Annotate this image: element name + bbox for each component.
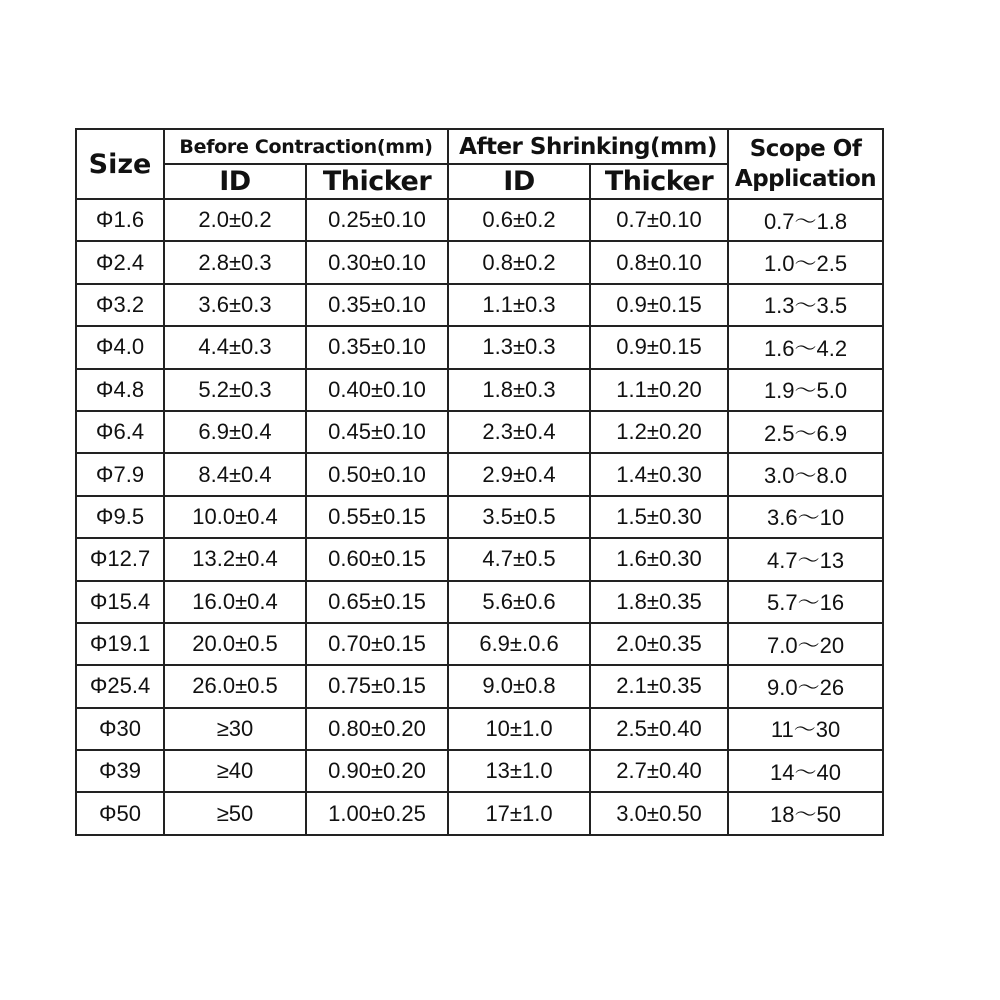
scope-cell: 14～40 <box>728 750 883 792</box>
after-thicker-cell: 0.9±0.15 <box>590 284 728 326</box>
size-cell: Φ19.1 <box>76 623 164 665</box>
after-id-cell: 9.0±0.8 <box>448 665 590 707</box>
before-thicker-cell: 0.45±0.10 <box>306 411 448 453</box>
after-id-header: ID <box>448 164 590 199</box>
size-cell: Φ3.2 <box>76 284 164 326</box>
scope-cell: 3.0～8.0 <box>728 453 883 495</box>
size-cell: Φ2.4 <box>76 241 164 283</box>
before-thicker-cell: 0.25±0.10 <box>306 199 448 241</box>
after-id-cell: 13±1.0 <box>448 750 590 792</box>
after-id-cell: 2.3±0.4 <box>448 411 590 453</box>
before-thicker-cell: 0.80±0.20 <box>306 708 448 750</box>
after-id-cell: 3.5±0.5 <box>448 496 590 538</box>
after-id-cell: 6.9±.0.6 <box>448 623 590 665</box>
table-header <box>76 129 883 199</box>
before-id-cell: 2.8±0.3 <box>164 241 306 283</box>
size-cell: Φ15.4 <box>76 581 164 623</box>
before-thicker-cell: 0.35±0.10 <box>306 326 448 368</box>
after-id-cell: 0.6±0.2 <box>448 199 590 241</box>
table-row <box>76 453 883 495</box>
after-id-cell: 17±1.0 <box>448 792 590 834</box>
before-id-header: ID <box>164 164 306 199</box>
before-thicker-cell: 0.90±0.20 <box>306 750 448 792</box>
before-thicker-header: Thicker <box>306 164 448 199</box>
specification-table <box>75 128 884 836</box>
size-cell: Φ25.4 <box>76 665 164 707</box>
before-id-cell: 3.6±0.3 <box>164 284 306 326</box>
scope-cell: 2.5～6.9 <box>728 411 883 453</box>
before-id-cell: 2.0±0.2 <box>164 199 306 241</box>
scope-cell: 3.6～10 <box>728 496 883 538</box>
table-row <box>76 708 883 750</box>
before-id-cell: ≥30 <box>164 708 306 750</box>
before-thicker-cell: 0.60±0.15 <box>306 538 448 580</box>
after-id-cell: 1.3±0.3 <box>448 326 590 368</box>
table-row <box>76 369 883 411</box>
size-cell: Φ39 <box>76 750 164 792</box>
before-id-cell: 16.0±0.4 <box>164 581 306 623</box>
after-id-cell: 1.1±0.3 <box>448 284 590 326</box>
table-row <box>76 326 883 368</box>
size-cell: Φ4.8 <box>76 369 164 411</box>
before-id-cell: 10.0±0.4 <box>164 496 306 538</box>
before-contraction-header: Before Contraction(mm) <box>164 129 448 164</box>
scope-cell: 11～30 <box>728 708 883 750</box>
before-thicker-cell: 0.75±0.15 <box>306 665 448 707</box>
after-thicker-cell: 1.8±0.35 <box>590 581 728 623</box>
after-id-cell: 0.8±0.2 <box>448 241 590 283</box>
table-row <box>76 665 883 707</box>
scope-of-application-header <box>728 129 883 199</box>
size-cell: Φ12.7 <box>76 538 164 580</box>
after-thicker-cell: 1.6±0.30 <box>590 538 728 580</box>
scope-cell: 0.7～1.8 <box>728 199 883 241</box>
size-cell: Φ4.0 <box>76 326 164 368</box>
table-row <box>76 623 883 665</box>
after-thicker-cell: 1.2±0.20 <box>590 411 728 453</box>
table-row <box>76 411 883 453</box>
after-id-cell: 2.9±0.4 <box>448 453 590 495</box>
table-row <box>76 581 883 623</box>
table-row <box>76 241 883 283</box>
before-thicker-cell: 1.00±0.25 <box>306 792 448 834</box>
size-cell: Φ30 <box>76 708 164 750</box>
before-thicker-cell: 0.30±0.10 <box>306 241 448 283</box>
after-thicker-cell: 1.5±0.30 <box>590 496 728 538</box>
scope-header-line-1: Scope Of <box>749 136 862 162</box>
size-cell: Φ1.6 <box>76 199 164 241</box>
scope-cell: 1.6～4.2 <box>728 326 883 368</box>
after-id-cell: 4.7±0.5 <box>448 538 590 580</box>
scope-cell: 1.0～2.5 <box>728 241 883 283</box>
after-thicker-cell: 0.9±0.15 <box>590 326 728 368</box>
table-row <box>76 750 883 792</box>
before-id-cell: 26.0±0.5 <box>164 665 306 707</box>
size-header: Size <box>76 129 164 199</box>
after-thicker-cell: 0.7±0.10 <box>590 199 728 241</box>
before-id-cell: 13.2±0.4 <box>164 538 306 580</box>
after-id-cell: 10±1.0 <box>448 708 590 750</box>
before-id-cell: 20.0±0.5 <box>164 623 306 665</box>
before-thicker-cell: 0.35±0.10 <box>306 284 448 326</box>
before-id-cell: 6.9±0.4 <box>164 411 306 453</box>
after-thicker-cell: 2.1±0.35 <box>590 665 728 707</box>
scope-cell: 9.0～26 <box>728 665 883 707</box>
after-thicker-cell: 1.4±0.30 <box>590 453 728 495</box>
before-id-cell: 4.4±0.3 <box>164 326 306 368</box>
table-row <box>76 538 883 580</box>
table-row <box>76 284 883 326</box>
before-id-cell: 8.4±0.4 <box>164 453 306 495</box>
after-thicker-header: Thicker <box>590 164 728 199</box>
after-id-cell: 5.6±0.6 <box>448 581 590 623</box>
before-thicker-cell: 0.55±0.15 <box>306 496 448 538</box>
scope-header-line-2: Application <box>734 166 877 192</box>
size-cell: Φ7.9 <box>76 453 164 495</box>
after-thicker-cell: 2.0±0.35 <box>590 623 728 665</box>
before-id-cell: ≥50 <box>164 792 306 834</box>
size-cell: Φ6.4 <box>76 411 164 453</box>
after-id-cell: 1.8±0.3 <box>448 369 590 411</box>
scope-cell: 18～50 <box>728 792 883 834</box>
scope-cell: 1.3～3.5 <box>728 284 883 326</box>
scope-cell: 1.9～5.0 <box>728 369 883 411</box>
size-cell: Φ9.5 <box>76 496 164 538</box>
after-thicker-cell: 2.5±0.40 <box>590 708 728 750</box>
before-thicker-cell: 0.70±0.15 <box>306 623 448 665</box>
after-shrinking-header: After Shrinking(mm) <box>448 129 728 164</box>
before-thicker-cell: 0.65±0.15 <box>306 581 448 623</box>
scope-cell: 4.7～13 <box>728 538 883 580</box>
table-row <box>76 496 883 538</box>
table-body <box>76 199 883 835</box>
table-row <box>76 792 883 834</box>
after-thicker-cell: 0.8±0.10 <box>590 241 728 283</box>
before-id-cell: ≥40 <box>164 750 306 792</box>
size-cell: Φ50 <box>76 792 164 834</box>
before-thicker-cell: 0.50±0.10 <box>306 453 448 495</box>
scope-cell: 5.7～16 <box>728 581 883 623</box>
after-thicker-cell: 3.0±0.50 <box>590 792 728 834</box>
table-row <box>76 199 883 241</box>
before-thicker-cell: 0.40±0.10 <box>306 369 448 411</box>
header-row-groups <box>76 129 883 164</box>
after-thicker-cell: 1.1±0.20 <box>590 369 728 411</box>
after-thicker-cell: 2.7±0.40 <box>590 750 728 792</box>
before-id-cell: 5.2±0.3 <box>164 369 306 411</box>
scope-cell: 7.0～20 <box>728 623 883 665</box>
